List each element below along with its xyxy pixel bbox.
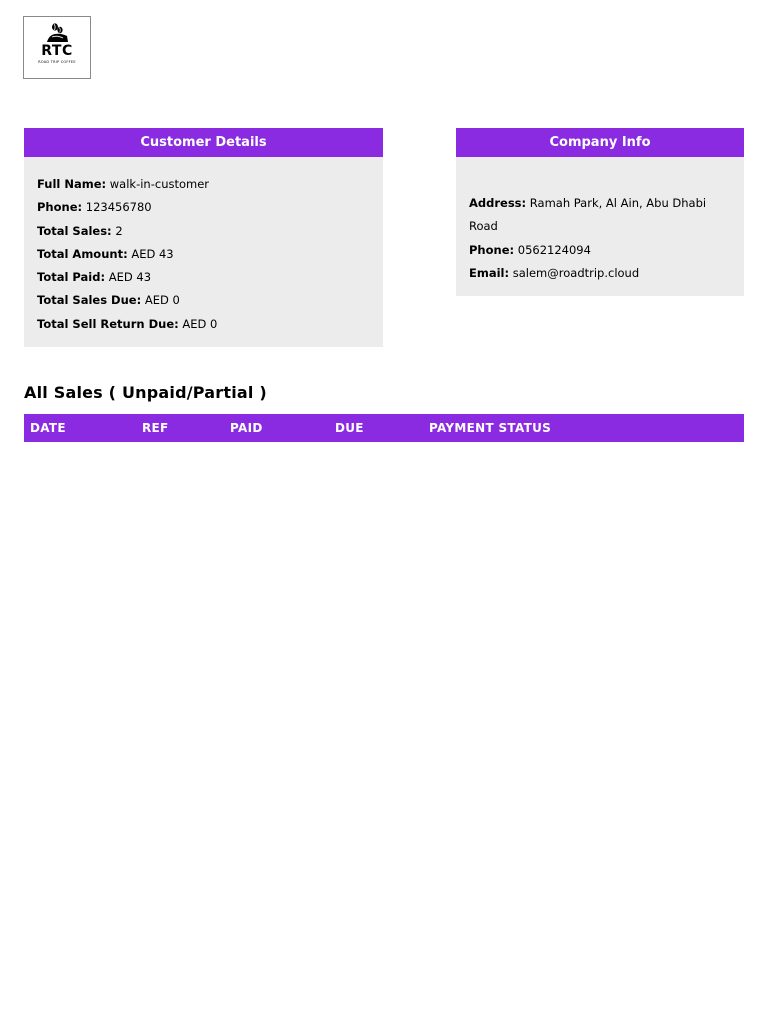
row-label: Total Sell Return Due: bbox=[37, 316, 179, 331]
company-info-header: Company Info bbox=[456, 128, 744, 157]
row-value: salem@roadtrip.cloud bbox=[512, 265, 640, 280]
row-value: AED 0 bbox=[144, 293, 180, 308]
company-row-address bbox=[469, 192, 731, 239]
company-info-body bbox=[456, 157, 744, 285]
logo-subtext: ROAD TRIP COFFEE bbox=[38, 60, 76, 64]
customer-row-total-sales-due bbox=[37, 289, 370, 312]
customer-row-phone bbox=[37, 196, 370, 219]
coffee-bean-pouring-icon bbox=[43, 23, 71, 43]
row-value: walk-in-customer bbox=[109, 177, 210, 191]
column-header-date: DATE bbox=[30, 421, 66, 435]
company-row-phone bbox=[469, 239, 731, 262]
row-label: Phone: bbox=[469, 242, 515, 257]
customer-row-total-sell-return-due bbox=[37, 313, 370, 336]
customer-row-full-name bbox=[37, 173, 370, 196]
row-value: Ramah Park, Al Ain, Abu Dhabi Road bbox=[469, 196, 707, 234]
row-label: Email: bbox=[469, 265, 510, 280]
customer-row-total-sales bbox=[37, 220, 370, 243]
customer-details-panel bbox=[24, 128, 383, 347]
customer-row-total-amount bbox=[37, 243, 370, 266]
column-header-paid: PAID bbox=[230, 421, 263, 435]
row-label: Total Sales Due: bbox=[37, 293, 142, 308]
customer-details-header: Customer Details bbox=[24, 128, 383, 157]
sales-table-header bbox=[24, 414, 744, 442]
row-label: Phone: bbox=[37, 200, 83, 215]
row-value: AED 0 bbox=[182, 316, 218, 331]
row-label: Total Amount: bbox=[37, 246, 128, 261]
company-logo bbox=[23, 16, 91, 79]
row-label: Address: bbox=[469, 196, 527, 210]
company-info-panel bbox=[456, 128, 744, 296]
row-value: 123456780 bbox=[85, 200, 152, 215]
logo-text: RTC bbox=[41, 43, 73, 59]
company-row-email bbox=[469, 262, 731, 285]
column-header-ref: REF bbox=[142, 421, 169, 435]
column-header-due: DUE bbox=[335, 421, 364, 435]
row-label: Full Name: bbox=[37, 177, 107, 191]
row-value: AED 43 bbox=[108, 270, 152, 285]
column-header-payment-status: PAYMENT STATUS bbox=[429, 421, 552, 435]
row-value: AED 43 bbox=[131, 246, 174, 261]
sales-section-title: All Sales ( Unpaid/Partial ) bbox=[24, 383, 267, 402]
customer-row-total-paid bbox=[37, 266, 370, 289]
row-value: 2 bbox=[115, 223, 123, 238]
row-label: Total Paid: bbox=[37, 270, 106, 285]
customer-details-body bbox=[24, 157, 383, 336]
row-value: 0562124094 bbox=[517, 242, 591, 257]
row-label: Total Sales: bbox=[37, 223, 112, 238]
